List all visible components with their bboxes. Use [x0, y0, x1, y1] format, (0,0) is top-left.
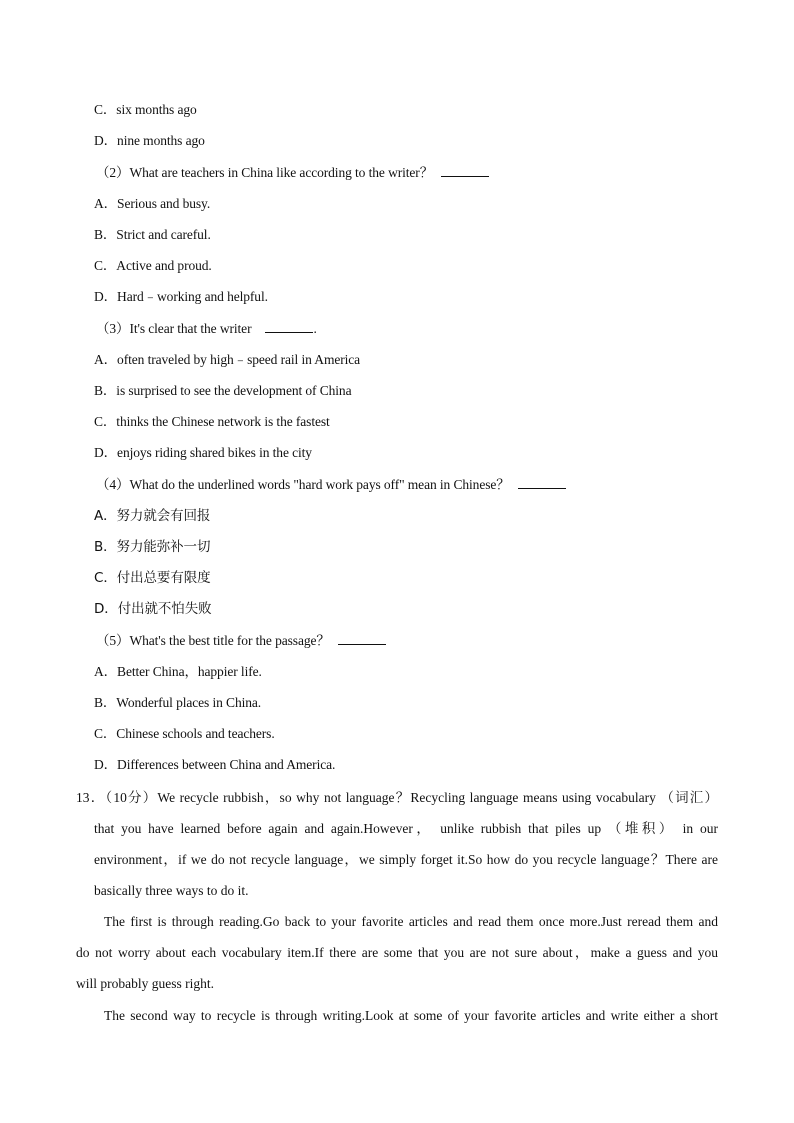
- question-4-option-a: A．努力就会有回报: [94, 508, 211, 524]
- question-5-option-b: B．Wonderful places in China.: [94, 695, 262, 710]
- question-5: [96, 632, 386, 650]
- answer-blank: [338, 632, 386, 645]
- question-2-stem: （2）What are teachers in China like according to the writer？: [96, 165, 434, 180]
- question-5-option-a: A．Better China，happier life.: [94, 664, 262, 679]
- question-5-stem: （5）What's the best title for the passage？: [96, 633, 330, 648]
- question-3-stem-end: .: [313, 321, 317, 336]
- answer-blank: [441, 164, 489, 177]
- question-4-option-d: D．付出就不怕失败: [94, 601, 212, 617]
- paragraph-line: The second way to recycle is through writing.Look at some of your favorite articles and write either a short: [104, 1008, 718, 1023]
- question-4: [96, 476, 566, 494]
- paragraph-1-first: [104, 906, 718, 937]
- question-2: [96, 164, 489, 182]
- question-3-option-d: D．enjoys riding shared bikes in the city: [94, 445, 312, 460]
- question-5-option-d: D．Differences between China and America.: [94, 757, 336, 772]
- paragraph-1-rest: [76, 937, 718, 999]
- question-5-option-c: C．Chinese schools and teachers.: [94, 726, 275, 741]
- question-13-body: [94, 813, 718, 906]
- paragraph-line: will probably guess right.: [76, 976, 214, 991]
- paragraph-line: do not worry about each vocabulary item.If there are some that you are not sure about，make a guess and you: [76, 945, 718, 960]
- question-4-option-b: B．努力能弥补一切: [94, 539, 211, 555]
- answer-blank: [265, 320, 313, 333]
- paragraph-2-first: [104, 1000, 718, 1031]
- question-13-line: that you have learned before again and again.However， unlike rubbish that piles up （堆积） in our: [94, 821, 718, 836]
- paragraph-line: The first is through reading.Go back to your favorite articles and read them once more.Just reread them and: [104, 914, 718, 929]
- question-3-option-a: A．often traveled by high﹣speed rail in America: [94, 352, 361, 367]
- question-13-intro: [76, 782, 718, 813]
- question-4-option-c: C．付出总要有限度: [94, 570, 211, 586]
- question-3: [96, 320, 317, 338]
- question-13-line: basically three ways to do it.: [94, 883, 249, 898]
- answer-blank: [518, 476, 566, 489]
- question-3-option-b: B．is surprised to see the development of China: [94, 383, 352, 398]
- question-3-option-c: C．thinks the Chinese network is the fastest: [94, 414, 330, 429]
- question-2-option-c: C．Active and proud.: [94, 258, 212, 273]
- option-d: D．nine months ago: [94, 133, 205, 148]
- question-13-line: environment，if we do not recycle language，we simply forget it.So how do you recycle language？There are: [94, 852, 718, 867]
- question-2-option-b: B．Strict and careful.: [94, 227, 211, 242]
- question-13-line: 13．（10分）We recycle rubbish，so why not language？Recycling language means using vocabulary （词汇）: [76, 790, 718, 805]
- option-c: C．six months ago: [94, 102, 197, 117]
- question-3-stem: （3）It's clear that the writer: [96, 321, 252, 336]
- question-2-option-a: A．Serious and busy.: [94, 196, 211, 211]
- question-4-stem: （4）What do the underlined words "hard work pays off" mean in Chinese？: [96, 477, 510, 492]
- question-2-option-d: D．Hard﹣working and helpful.: [94, 289, 268, 304]
